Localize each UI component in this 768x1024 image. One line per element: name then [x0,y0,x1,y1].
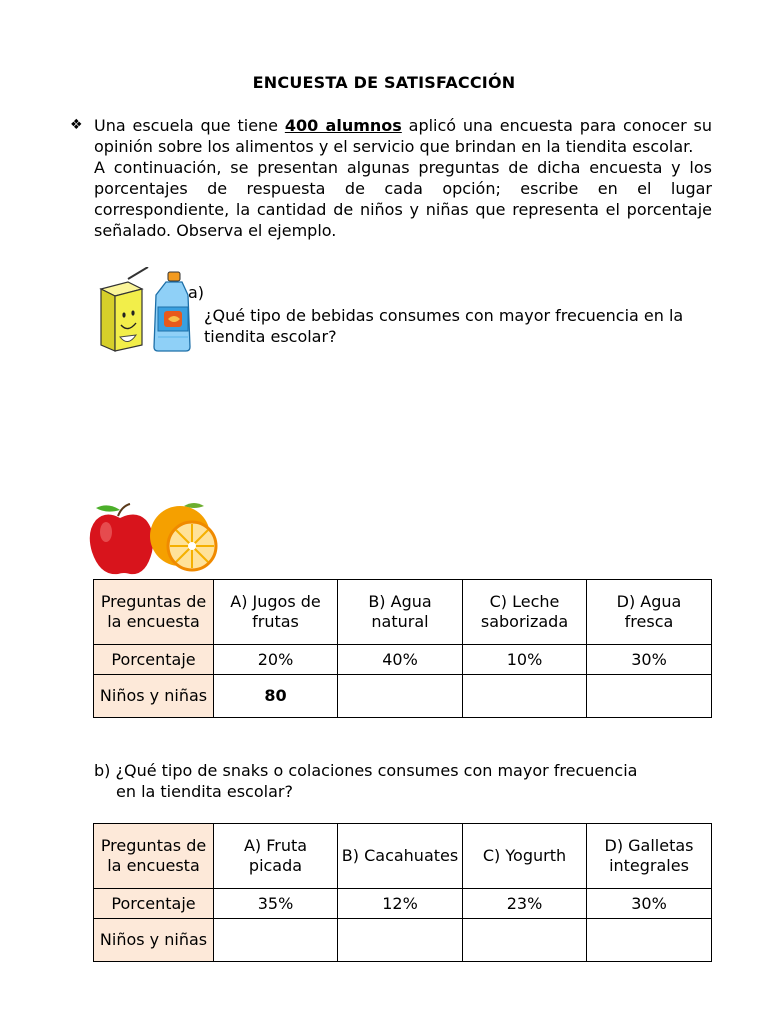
question-b-text [94,760,712,802]
count-cell-example: 80 [214,675,338,718]
percent-cell: 35% [214,889,338,919]
option-cell: B) Agua natural [338,580,463,645]
drinks-illustration [98,267,198,355]
question-b-line-2: en la tiendita escolar? [116,782,293,801]
percent-cell: 23% [463,889,587,919]
page-title: ENCUESTA DE SATISFACCIÓN [252,73,516,92]
option-cell: C) Yogurth [463,824,587,889]
count-label-cell: Niños y niñas [94,919,214,962]
percent-cell: 12% [338,889,463,919]
question-a-text: ¿Qué tipo de bebidas consumes con mayor frecuencia en la tiendita escolar? [204,306,684,346]
table-row [94,889,712,919]
percent-cell: 10% [463,645,587,675]
intro-paragraph-1: Una escuela que tiene 400 alumnos aplicó una encuesta para conocer su opinión sobre los alimentos y el servicio que brindan en la tiendita escolar. [94,116,713,156]
water-bottle-icon [154,272,190,351]
header-label-cell: Preguntas de la encuesta [94,824,214,889]
count-answer-cell[interactable] [338,919,463,962]
apple-icon [90,504,153,574]
count-answer-cell[interactable] [463,919,587,962]
table-row [94,675,712,718]
percent-cell: 20% [214,645,338,675]
question-b-line-1: b) ¿Qué tipo de snaks o colaciones consumes con mayor frecuencia [94,761,638,780]
percent-cell: 30% [587,889,712,919]
option-cell: D) Galletas integrales [587,824,712,889]
table-row [94,824,712,889]
intro-paragraph-2: A continuación, se presentan algunas preguntas de dicha encuesta y los porcentajes de respuesta de cada opción; escribe en el lugar correspondiente, la cantidad de niños y niñas que representa el porcentaje señalado. Observa el ejemplo. [94,158,712,240]
percent-cell: 30% [587,645,712,675]
table-row [94,919,712,962]
intro-text [70,115,713,241]
option-cell: C) Leche saborizada [463,580,587,645]
table-row [94,580,712,645]
question-a-label: a) [188,283,205,302]
orange-icon [150,503,216,570]
option-cell: A) Jugos de frutas [214,580,338,645]
percent-label-cell: Porcentaje [94,645,214,675]
count-label-cell: Niños y niñas [94,675,214,718]
count-answer-cell[interactable] [587,675,712,718]
table-row [94,645,712,675]
student-count: 400 alumnos [284,116,402,135]
percent-cell: 40% [338,645,463,675]
fruits-illustration [80,500,220,580]
count-answer-cell[interactable] [338,675,463,718]
count-answer-cell[interactable] [587,919,712,962]
header-label-cell: Preguntas de la encuesta [94,580,214,645]
count-answer-cell[interactable] [214,919,338,962]
option-cell: B) Cacahuates [338,824,463,889]
juice-box-icon [101,267,148,351]
option-cell: D) Agua fresca [587,580,712,645]
diamond-bullet-icon: ❖ [70,117,83,133]
percent-label-cell: Porcentaje [94,889,214,919]
option-cell: A) Fruta picada [214,824,338,889]
count-answer-cell[interactable] [463,675,587,718]
survey-table-snacks [93,823,712,962]
survey-table-drinks [93,579,712,718]
